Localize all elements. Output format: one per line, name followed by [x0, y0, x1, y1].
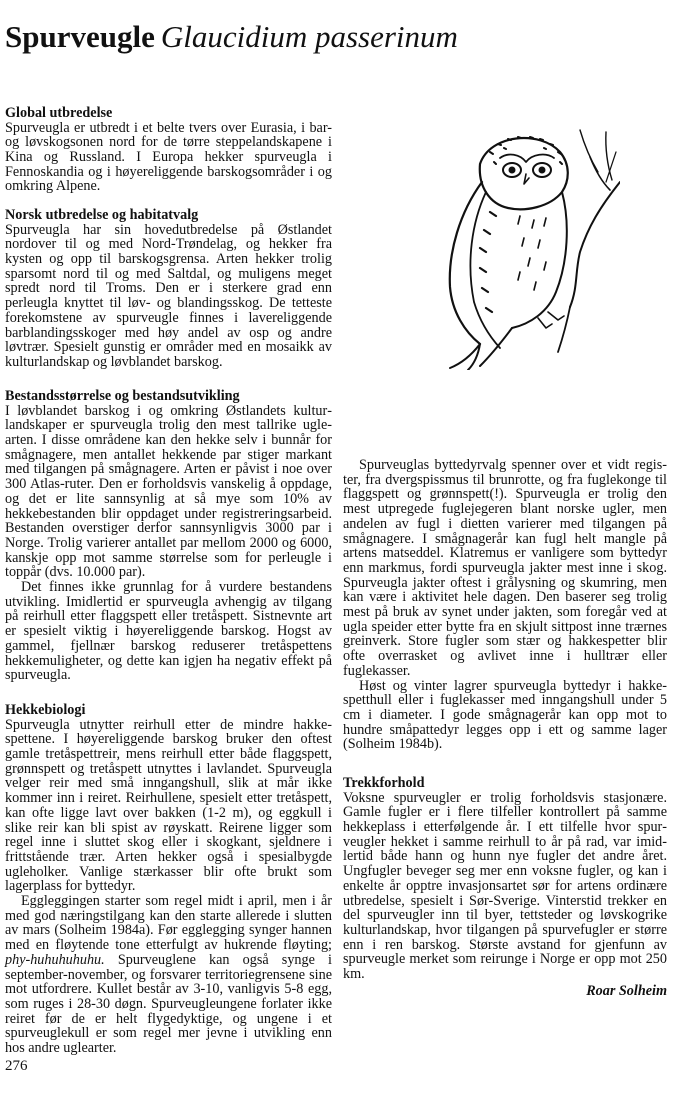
- scientific-name: Glaucidium passerinum: [160, 19, 458, 54]
- section-global: [5, 106, 332, 194]
- section-bestand: [5, 389, 332, 683]
- section-hekke-continued: [343, 458, 667, 752]
- paragraph: [5, 894, 332, 1056]
- paragraph: Det finnes ikke grunnlag for å vurdere bestandens utvikling. Imidlertid er spurveugla avhengig av tilgang på reirhull etter flaggspett eller tretåspett. Sistnevnte art er spesielt viktig i høyereliggende barskog. Hogst av gammel, fjellnær barskog reduserer tretåspettens hekkemuligheter, og dette kan igjen ha negativ effekt på spurveugla.: [5, 579, 332, 684]
- paragraph: Høst og vinter lagrer spurveugla byttedyr i hakkespetthull eller i fuglekasser med inngangshull under 5 cm i diameter. I gode smågnagerår kan opp mot to hundre småpattedyr legges opp i ett og samme lager (Solheim 1984b).: [343, 677, 667, 753]
- section-hekke: [5, 703, 332, 1056]
- section-heading: Norsk utbredelse og habitatvalg: [5, 207, 199, 223]
- section-heading: Trekkforhold: [343, 775, 425, 791]
- paragraph-text: Spurveuglene kan også synge i september-november, og forsvarer territoriegrensene sine mot utfordrere. Kullet består av 3-10, vanligvis 5-8 egg, som ruges i 28-30 døgn. Spurveugleungene forlater ikke reiret før de er helt flygedyktige, og ungene i et spurveuglekull er som regel mer jevne i utvikling enn hos andre uglearter.: [5, 951, 333, 1057]
- section-norsk: [5, 208, 332, 370]
- page-number: 276: [5, 1058, 28, 1074]
- section-trekk: [343, 776, 667, 982]
- paragraph: Spurveuglas byttedyrvalg spenner over et vidt register, fra dvergspissmus til brunrotte, og fra fuglekonge til flaggspett og grønnspett(!). Spurveugla er trolig den mest utpregede fuglejegeren blant norske ugler, men andelen av fugl i dietten varierer med tilgangen på smågnagere. I smågnagerår kan fugl helt mangle på artens matseddel. Klatremus er vanligere som byttedyr enn markmus, fordi spurveugla jakter mest inne i skog. Spurveugla jakter oftest i grålysning og skumring, men kan være i aktivitet hele dagen. Den baserer seg trolig mest på bruk av synet under jakten, som foregår ved at ugla speider etter bytte fra en skjult sittpost inne trærnes greinverk. Store fugler som stær og hakkespetter blir ofte overrasket og avlivet inne i hulltrær eller fuglekasser.: [343, 457, 667, 679]
- owl-drawing-icon: [420, 112, 620, 370]
- paragraph: I løvblandet barskog i og omkring Østlandets kulturlandskaper er spurveugla trolig den mest tallrike uglearten. I disse områdene kan den hekke selv i bunnår for smågnagere, men antallet hekkende par stiger markant med tilgangen på smågnagere. Arten er påvist i noe over 300 Atlas-ruter. Den er forholdsvis vanskelig å oppdage, og det er lite sannsynlig at så mye som 10% av hekkebestanden blir oppdaget under registreringsarbeid. Bestanden overstiger derfor sannsynligvis 3000 par i Norge. Trolig varierer antallet par mellom 2000 og 6000, kanskje opp mot samme størrelse som for perleugle i toppår (dvs. 10.000 par).: [5, 402, 332, 581]
- common-name: Spurveugle: [5, 19, 155, 54]
- section-heading: Hekkebiologi: [5, 702, 86, 718]
- paragraph: Spurveugla utnytter reirhull etter de mindre hakkespettene. I høyereliggende barskog bruker den oftest gamle tretåspettreir, mens reirhull etter både flaggspett, grønnspett og tretåspett utnyttes i lavlandet. Spurveugla velger reir med små inngangshull, slik at mår ikke kommer inn i reiret. Reirhullene, spesielt etter tretåspett, kan ofte ligge lavt over bakken (1-2 m), og eggkull i slike reir kan bli spist av røyskatt. Reirene ligger som regel inne i sluttet skog eller i skogkant, sjeldnere i frittstående trær. Arten hekker også i spesialbygde ugleholker. Vanlige stærkasser blir ofte brukt som lagerplass for byttedyr.: [5, 716, 332, 895]
- section-heading: Global utbredelse: [5, 105, 113, 121]
- paragraph: Spurveugla har sin hovedutbredelse på Østlandet nordover til og med Nord-Trøndelag, og hekker fra kysten og opp til barskogsgrensa. Arten hekker trolig sparsomt nord til og med Saltdal, og muligens meget spredt nord til Troms. Den er i sterkere grad enn perleugla knyttet til løv- og blandingsskog. De tetteste forekomstene av spurveugle finnes i lavereliggende barblandingsskoger med høy andel av osp og andre løvtrær. Spesielt gunstig er områder med en mosaikk av kulturlandskap og løvblandet barskog.: [5, 221, 332, 370]
- page-title: [5, 18, 458, 56]
- author-byline: Roar Solheim: [586, 983, 667, 999]
- section-heading: Bestandsstørrelse og bestandsutvikling: [5, 388, 240, 404]
- paragraph: Spurveugla er utbredt i et belte tvers over Eurasia, i bar- og løvskogsonen nord for de tørre steppelandskapene i Kina og Russland. I Europa hekker spurveugla i Fennoskandia og i høyereliggende barskogsområder i og omkring Alpene.: [5, 119, 332, 195]
- song-call: phy-huhuhuhuhu.: [5, 951, 105, 968]
- paragraph: Voksne spurveugler er trolig forholdsvis stasjonære. Gamle fugler er i flere tilfeller kontrollert på samme hekkeplass i etterfølgende år. I ett tilfelle hvor spurveugler hekket i samme reirhull to år på rad, var imidlertid både hann og hunn nye fugler det andre året. Ungfugler beveger seg mer enn voksne fugler, og kan i enkelte år opptre invasjonsartet sør for artens ordinære utbredelse, spesielt i Sør-Sverige. Vinterstid trekker en del spurveugler inn til byer, tettsteder og løvskogrike kulturlandskap, hvor tilgangen på spurvefugler er større enn i ren barskog. Største avstand for gjenfunn av spurveugle merket som reirunge i Norge er opp mot 250 km.: [343, 789, 667, 983]
- paragraph-text: Eggleggingen starter som regel midt i april, men i år med god næringstilgang kan den starte allerede i slutten av mars (Solheim 1984a). Før egglegging synger hannen med en fløytende tone etterfulgt av hukrende fløyting;: [5, 893, 332, 954]
